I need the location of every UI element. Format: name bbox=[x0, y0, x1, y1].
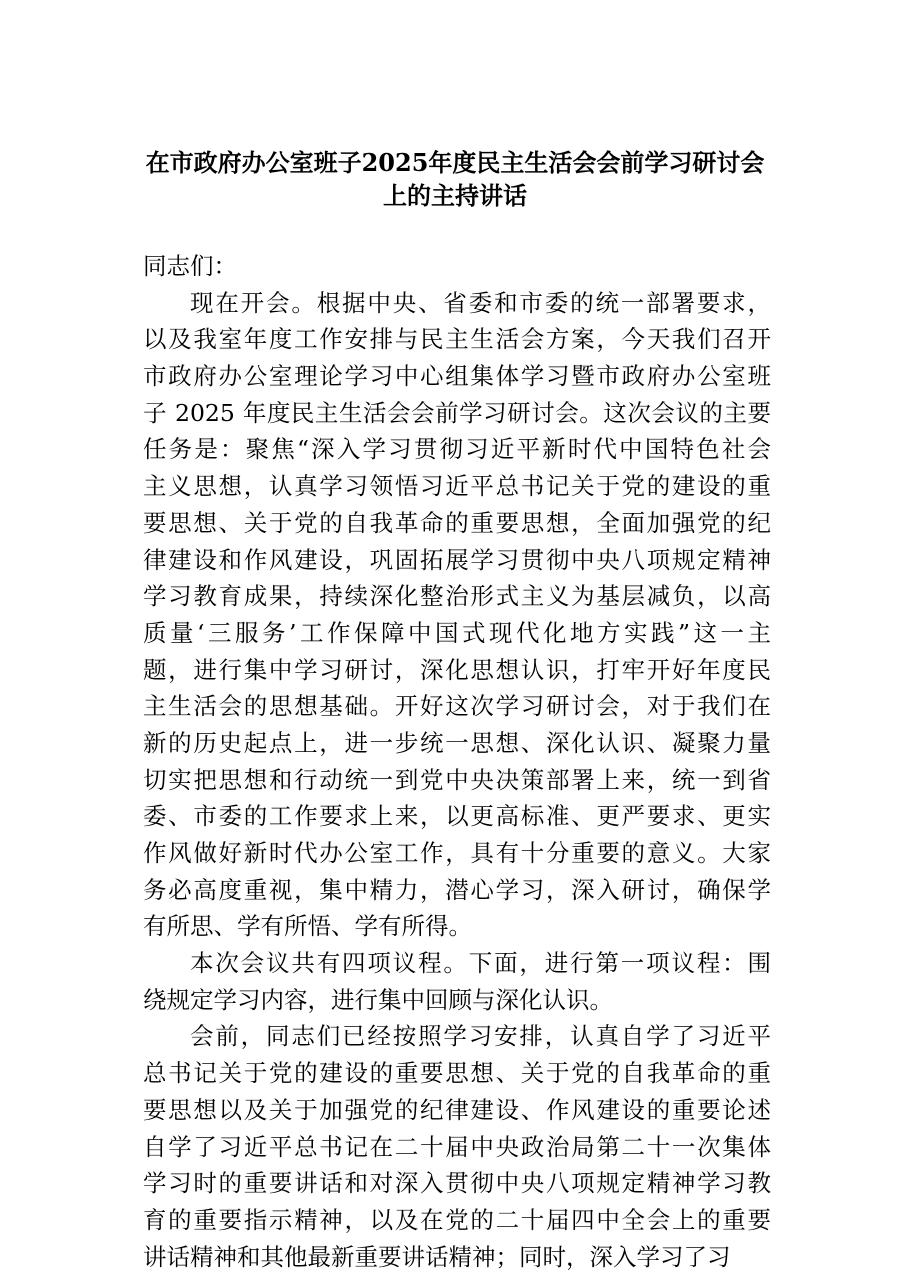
paragraph bbox=[143, 285, 771, 945]
paragraph-line: 主义思想，认真学习领悟习近平总书记关于党的建设的重 bbox=[143, 472, 771, 501]
paragraph bbox=[143, 1018, 771, 1275]
paragraph-line: 作风做好新时代办公室工作，具有十分重要的意义。大家 bbox=[143, 839, 771, 867]
paragraph-line: 律建设和作风建设，巩固拓展学习贯彻中央八项规定精神 bbox=[143, 545, 771, 574]
paragraph-line: 任务是：聚焦“深入学习贯彻习近平新时代中国特色社会 bbox=[143, 435, 771, 464]
paragraphs bbox=[143, 285, 771, 1276]
paragraph-line: 讲话精神和其他最新重要讲话精神；同时，深入学习了习 bbox=[143, 1242, 731, 1271]
paragraph-line: 要思想以及关于加强党的纪律建设、作风建设的重要论述 bbox=[143, 1095, 771, 1124]
paragraph-line: 会前，同志们已经按照学习安排，认真自学了习近平 bbox=[190, 1022, 771, 1051]
paragraph-line: 自学了习近平总书记在二十届中央政治局第二十一次集体 bbox=[143, 1132, 771, 1161]
paragraph-line: 育的重要指示精神，以及在党的二十届四中全会上的重要 bbox=[143, 1205, 771, 1234]
paragraph-line: 要思想、关于党的自我革命的重要思想，全面加强党的纪 bbox=[143, 508, 771, 537]
title-line-1: 在市政府办公室班子2025年度民主生活会会前学习研讨会 bbox=[145, 148, 765, 177]
paragraph-line: 以及我室年度工作安排与民主生活会方案，今天我们召开 bbox=[143, 325, 771, 354]
salutation: 同志们： bbox=[143, 252, 237, 280]
document-title bbox=[130, 146, 780, 212]
paragraph-line: 务必高度重视，集中精力，潜心学习，深入研讨，确保学 bbox=[143, 875, 771, 904]
paragraph-line: 现在开会。根据中央、省委和市委的统一部署要求， bbox=[190, 288, 771, 317]
paragraph-line: 质量‘三服务’工作保障中国式现代化地方实践”这一主 bbox=[143, 618, 771, 647]
paragraph bbox=[143, 945, 771, 1018]
title-line-2: 上的主持讲话 bbox=[383, 181, 527, 210]
paragraph-line: 本次会议共有四项议程。下面，进行第一项议程：围 bbox=[190, 949, 771, 978]
paragraph-line: 新的历史起点上，进一步统一思想、深化认识、凝聚力量 bbox=[143, 728, 771, 757]
document-body bbox=[143, 248, 771, 1275]
paragraph-line: 主生活会的思想基础。开好这次学习研讨会，对于我们在 bbox=[143, 692, 771, 721]
paragraph-line: 学习时的重要讲话和对深入贯彻中央八项规定精神学习教 bbox=[143, 1169, 771, 1198]
paragraph-line: 子 2025 年度民主生活会会前学习研讨会。这次会议的主要 bbox=[143, 398, 771, 427]
paragraph-line: 委、市委的工作要求上来，以更高标准、更严要求、更实 bbox=[143, 802, 771, 831]
paragraph-line: 绕规定学习内容，进行集中回顾与深化认识。 bbox=[143, 985, 613, 1014]
paragraph-line: 切实把思想和行动统一到党中央决策部署上来，统一到省 bbox=[143, 765, 771, 794]
paragraph-line: 题，进行集中学习研讨，深化思想认识，打牢开好年度民 bbox=[143, 655, 771, 684]
paragraph-line: 总书记关于党的建设的重要思想、关于党的自我革命的重 bbox=[143, 1059, 771, 1088]
paragraph-line: 学习教育成果，持续深化整治形式主义为基层减负，以高 bbox=[143, 582, 771, 611]
paragraph-line: 市政府办公室理论学习中心组集体学习暨市政府办公室班 bbox=[143, 362, 771, 391]
paragraph-line: 有所思、学有所悟、学有所得。 bbox=[143, 912, 472, 941]
